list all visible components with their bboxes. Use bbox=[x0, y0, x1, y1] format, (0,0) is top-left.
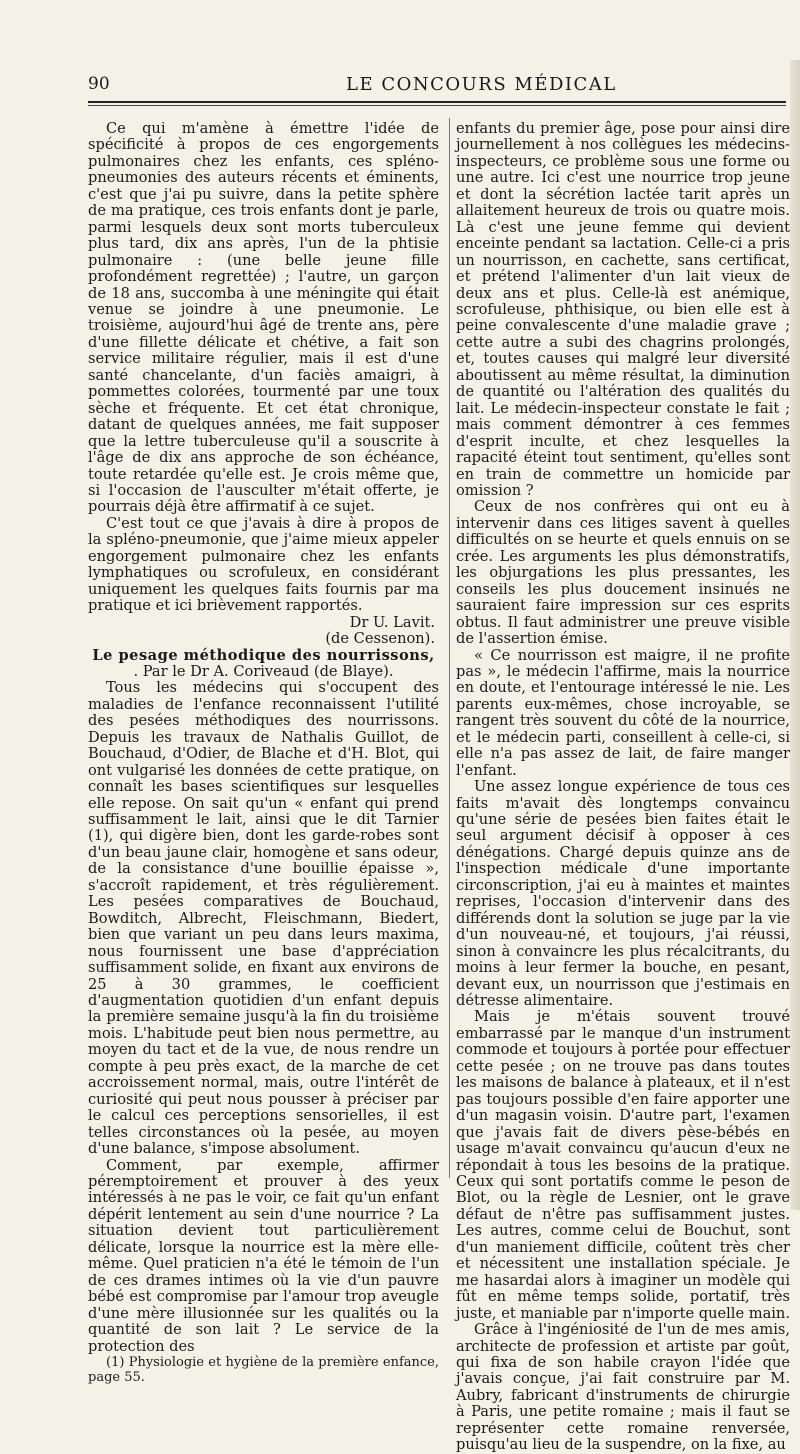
footnote: (1) Physiologie et hygiène de la première enfance, page 55. bbox=[88, 1354, 439, 1385]
paragraph: Mais je m'étais souvent trouvé embarrassé par le manque d'un instrument commode et toujours à portée pour effectuer cette pesée ; on ne trouve pas dans toutes les maisons de balance à plateaux, et il n'est pas toujours possible d'en faire apporter une d'un magasin voisin. D'autre part, l'examen que j'avais fait de divers pèse-bébés en usage m'avait convaincu qu'aucun d'eux ne répondait à tous les besoins de la pratique. Ceux qui sont portatifs comme le peson de Blot, ou la règle de Lesnier, ont le grave défaut de n'être pas suffisamment justes. Les autres, comme celui de Bouchut, sont d'un maniement difficile, coûtent très cher et nécessitent une installation spéciale. Je me hasardai alors à imaginer un modèle qui fût en même temps solide, portatif, très juste, et maniable par n'importe quelle main. bbox=[456, 1008, 790, 1322]
paragraph: Comment, par exemple, affirmer péremptoirement et prouver à des yeux intéressés à ne pas le voir, ce fait qu'un enfant dépérit lentement au sein d'une nourrice ? La situation devient tout particulièrement délicate, lorsque la nourrice est la mère elle-même. Quel praticien n'a été le témoin de l'un de ces drames intimes où la vie d'un pauvre bébé est compromise par l'amour trop aveugle d'une mère illusionnée sur les qualités ou la quantité de son lait ? Le service de la protection des bbox=[88, 1156, 439, 1355]
header-rule bbox=[88, 101, 786, 103]
paragraph: Ce qui m'amène à émettre l'idée de spécificité à propos de ces engorgements pulmonaires chez les enfants, ces spléno-pneumonies des auteurs récents et éminents, c'est que j'ai pu suivre, dans la petite sphère de ma pratique, ces trois enfants dont je parle, parmi lesquels deux sont morts tuberculeux plus tard, dix ans après, l'un de la phtisie pulmonaire : (une belle jeune fille profondément regrettée) ; l'autre, un garçon de 18 ans, succomba à une méningite qui était venue se joindre à une pneumonie. Le troisième, aujourd'hui âgé de trente ans, père d'une fillette délicate et chétive, a fait son service militaire régulier, mais il est d'une santé chancelante, d'un faciès amaigri, à pommettes colorées, tourmenté par une toux sèche et fréquente. Et cet état chronique, datant de quelques années, me fait supposer que la lettre tuberculeuse qu'il a souscrite à l'âge de dix ans approche de son échéance, toute retardée qu'elle est. Je crois même que, si l'occasion de l'ausculter m'était offerte, je pourrais déjà être affirmatif à ce sujet. bbox=[88, 120, 439, 516]
page-header bbox=[88, 74, 784, 100]
paragraph: Tous les médecins qui s'occupent des maladies de l'enfance reconnaissent l'utilité des pesées méthodiques des nourrissons. Depuis les travaux de Nathalis Guillot, de Bouchaud, d'Odier, de Blache et d'H. Blot, qui ont vulgarisé les données de cette pratique, on connaît les bases scientifiques sur lesquelles elle repose. On sait qu'un « enfant qui prend suffisamment le lait, ainsi que le dit Tarnier (1), qui digère bien, dont les garde-robes sont d'un beau jaune clair, homogène et sans odeur, de la consistance d'une bouillie épaisse », s'accroît rapidement, et très régulièrement. Les pesées comparatives de Bouchaud, Bowditch, Albrecht, Fleischmann, Biedert, bien que variant un peu dans leurs maxima, nous fournissent une base d'appréciation suffisamment solide, en fixant aux environs de 25 à 30 grammes, le coefficient d'augmentation quotidien d'un enfant depuis la première semaine jusqu'à la fin du troisième mois. L'habitude peut bien nous permettre, au moyen du tact et de la vue, de nous rendre un compte à peu près exact, de la marche de cet accroissement normal, mais, outre l'intérêt de curiosité qui peut nous pousser à préciser par le calcul ces perceptions sensorielles, il est telles circonstances où la pesée, au moyen d'une balance, s'impose absolument. bbox=[88, 679, 439, 1158]
column-divider bbox=[449, 118, 450, 1178]
page-number: 90 bbox=[88, 74, 110, 94]
paragraph: « Ce nourrisson est maigre, il ne profite pas », le médecin l'affirme, mais la nourrice en doute, et l'entourage intéressé le nie. Les parents eux-mêmes, chose incroyable, se rangent très souvent du côté de la nourrice, et le médecin parti, conseillent à celle-ci, si elle n'a pas assez de lait, de faire manger l'enfant. bbox=[456, 646, 790, 779]
signature-name: Dr U. Lavit. bbox=[349, 613, 435, 631]
paragraph: Ceux de nos confrères qui ont eu à intervenir dans ces litiges savent à quelles difficultés on se heurte et quels ennuis on se crée. Les arguments les plus démonstratifs, les objurgations les plus pressantes, les conseils les plus doucement insinués ne sauraient faire impression sur ces esprits obtus. Il faut administrer une preuve visible de l'assertion émise. bbox=[456, 498, 790, 648]
left-column bbox=[88, 120, 439, 1385]
paragraph: Une assez longue expérience de tous ces faits m'avait dès longtemps convaincu qu'une série de pesées bien faites était le seul argument décisif à opposer à ces dénégations. Chargé depuis quinze ans de l'inspection médicale d'une importante circonscription, j'ai eu à maintes et maintes reprises, l'occasion d'intervenir dans des différends dont la solution se juge par la vie d'un nouveau-né, et toujours, j'ai réussi, sinon à convaincre les plus récalcitrants, du moins à leur fermer la bouche, en pesant, devant eux, un nourrisson que j'estimais en détresse alimentaire. bbox=[456, 778, 790, 1010]
signature-place: (de Cessenon). bbox=[325, 630, 435, 648]
header-rule-thin bbox=[88, 105, 786, 106]
paragraph: C'est tout ce que j'avais à dire à propos de la spléno-pneumonie, que j'aime mieux appeler engorgement pulmonaire chez les enfants lymphatiques ou scrofuleux, en considérant uniquement les quelques faits fournis par ma pratique et ici brièvement rapportés. bbox=[88, 514, 439, 615]
journal-title: LE CONCOURS MÉDICAL bbox=[346, 74, 617, 95]
page-edge-shadow bbox=[790, 60, 800, 1210]
right-column bbox=[456, 120, 790, 1454]
article-title: Le pesage méthodique des nourrissons, bbox=[92, 646, 435, 664]
paragraph: enfants du premier âge, pose pour ainsi dire journellement à nos collègues les médecins-inspecteurs, ce problème sous une forme ou une autre. Ici c'est une nourrice trop jeune et dont la sécrétion lactée tarit après un allaitement heureux de trois ou quatre mois. Là c'est une jeune femme qui devient enceinte pendant sa lactation. Celle-ci a pris un nourrisson, en cachette, sans certificat, et prétend l'alimenter d'un lait vieux de deux ans et plus. Celle-là est anémique, scrofuleuse, phthisique, ou bien elle est à peine convalescente d'une maladie grave ; cette autre a subi des chagrins prolongés, et, toutes causes qui malgré leur diversité aboutissent au même résultat, la diminution de quantité ou l'altération des qualités du lait. Le médecin-inspecteur constate le fait ; mais comment démontrer à ces femmes d'esprit inculte, et chez lesquelles la rapacité éteint tout sentiment, qu'elles sont en train de commettre un homicide par omission ? bbox=[456, 120, 790, 499]
article-author: . Par le Dr A. Coriveaud (de Blaye). bbox=[133, 662, 394, 680]
paragraph: Grâce à l'ingéniosité de l'un de mes amis, architecte de profession et artiste par goût, qui fixa de son habile crayon l'idée que j'avais conçue, j'ai fait construire par M. Aubry, fabricant d'instruments de chirurgie à Paris, une petite romaine ; mais il faut se représenter cette romaine renversée, puisqu'au lieu de la suspendre, on la fixe, au bbox=[456, 1321, 790, 1454]
